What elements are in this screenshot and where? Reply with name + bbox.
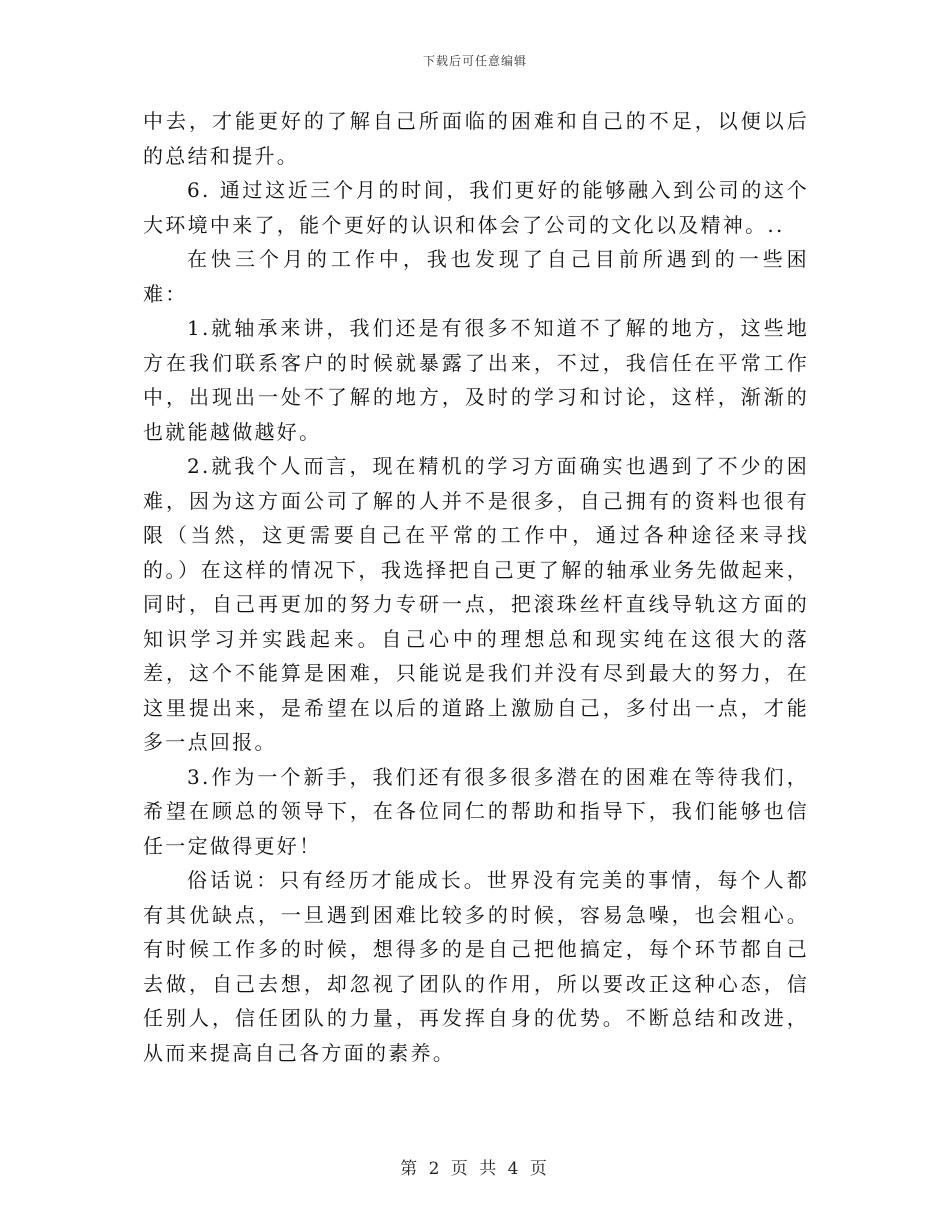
paragraph-7: 俗话说：只有经历才能成长。世界没有完美的事情，每个人都有其优缺点，一旦遇到困难比较多的时候，容易急噪，也会粗心。有时候工作多的时候，想得多的是自己把他搞定，每个环节都自己去做，自己去想，却忽视了团队的作用，所以要改正这种心态，信任别人，信任团队的力量，再发挥自身的优势。不断总结和改进，从而来提高自己各方面的素养。 (143, 868, 809, 1065)
page-header: 下载后可任意编辑 (422, 54, 527, 68)
paragraph-5: 2.就我个人而言，现在精机的学习方面确实也遇到了不少的困难，因为这方面公司了解的人并不是很多，自己拥有的资料也很有限（当然，这更需要自己在平常的工作中，通过各种途径来寻找的。）在这样的情况下，我选择把自己更了解的轴承业务先做起来，同时，自己再更加的努力专研一点，把滚珠丝杆直线导轨这方面的知识学习并实践起来。自己心中的理想总和现实纯在这很大的落差，这个不能算是困难，只能说是我们并没有尽到最大的努力，在这里提出来，是希望在以后的道路上激励自己，多付出一点，才能多一点回报。 (143, 454, 809, 754)
paragraph-1: 中去，才能更好的了解自己所面临的困难和自己的不足，以便以后的总结和提升。 (143, 109, 809, 168)
paragraph-6: 3.作为一个新手，我们还有很多很多潜在的困难在等待我们，希望在顾总的领导下，在各位同仁的帮助和指导下，我们能够也信任一定做得更好！ (143, 764, 809, 858)
paragraph-2: 6. 通过这近三个月的时间，我们更好的能够融入到公司的这个大环境中来了，能个更好的认识和体会了公司的文化以及精神。.. (143, 178, 809, 237)
paragraph-3: 在快三个月的工作中，我也发现了自己目前所遇到的一些困难： (143, 247, 809, 306)
paragraph-4: 1.就轴承来讲，我们还是有很多不知道不了解的地方，这些地方在我们联系客户的时候就暴露了出来，不过，我信任在平常工作中，出现出一处不了解的地方，及时的学习和讨论，这样，渐渐的也就能越做越好。 (143, 316, 809, 444)
document-body (143, 104, 809, 1070)
page-number-footer: 第 2 页 共 4 页 (400, 1159, 550, 1179)
